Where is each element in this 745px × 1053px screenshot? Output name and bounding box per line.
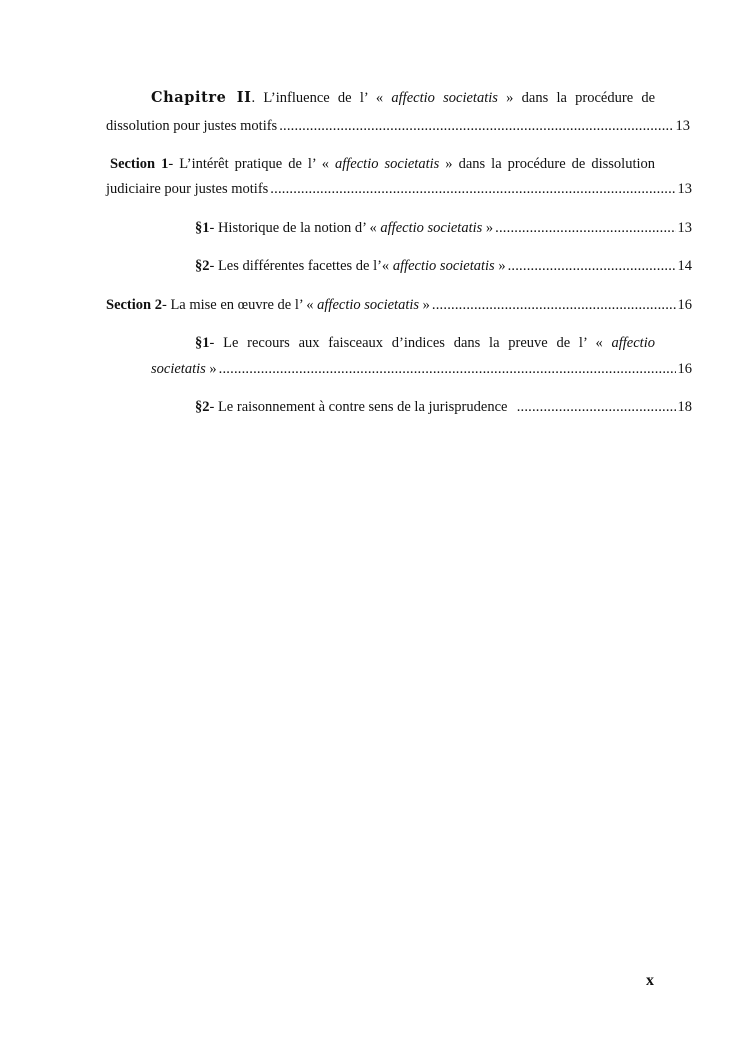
dot-leader <box>279 117 673 135</box>
paragraph-title-italic: affectio <box>611 335 655 351</box>
section-label: Section 2 <box>106 297 162 313</box>
paragraph-title-italic: affectio societatis <box>392 258 495 274</box>
paragraph-label: §2 <box>195 399 210 415</box>
section-title-post: » dans la procédure de dissolution <box>445 156 656 172</box>
paragraph-title-post: » <box>485 220 494 236</box>
page-number: 13 <box>677 181 692 197</box>
page-number: 13 <box>675 118 690 134</box>
section-title-italic: affectio societatis <box>317 297 420 313</box>
chapter-title-pre: L’influence de <box>263 90 352 106</box>
section-title-pre: - L’intérêt pratique de l’ « <box>168 156 329 172</box>
toc-entry-chapter2-line2 <box>106 117 690 135</box>
page-number: 16 <box>677 297 692 313</box>
paragraph-label: §1 <box>195 335 210 351</box>
toc-entry-s2p1-line2 <box>151 360 692 378</box>
dot-leader <box>270 180 675 198</box>
paragraph-title-line2-italic: societatis <box>151 361 206 377</box>
paragraph-title-italic: affectio societatis <box>380 220 483 236</box>
footer-page-number: x <box>646 972 654 989</box>
paragraph-label: §1 <box>195 220 210 236</box>
chapter-label: Chapitre II <box>151 89 252 106</box>
chapter-title-line2: dissolution pour justes motifs <box>106 118 278 134</box>
dot-leader <box>432 296 676 314</box>
paragraph-title-pre: - Les différentes facettes de l’« <box>209 258 390 274</box>
toc-entry-section1-line1 <box>110 155 655 173</box>
paragraph-title-pre: - Le raisonnement à contre sens de la jurisprudence <box>209 399 508 415</box>
page-number: 16 <box>677 361 692 377</box>
paragraph-label: §2 <box>195 258 210 274</box>
section-label: Section 1 <box>110 156 169 172</box>
paragraph-title-pre: - Le recours aux faisceaux d’indices dans la preuve de l’ « <box>209 335 603 351</box>
toc-entry-s2p1-line1 <box>195 334 655 352</box>
chapter-dot: . <box>251 90 256 106</box>
page-number: 18 <box>677 399 692 415</box>
page-number: 13 <box>677 220 692 236</box>
page-number: 14 <box>677 258 692 274</box>
toc-entry-chapter2-line1 <box>151 89 655 107</box>
dot-leader <box>508 257 676 275</box>
paragraph-title-pre: - Historique de la notion d’ « <box>209 220 377 236</box>
toc-entry-s1p2 <box>195 257 692 275</box>
paragraph-title-line2-post: » <box>209 361 217 377</box>
section-title-line2: judiciaire pour justes motifs <box>106 181 269 197</box>
section-title-pre: - La mise en œuvre de l’ « <box>161 297 314 313</box>
paragraph-title-post: » <box>498 258 506 274</box>
section-title-post: » <box>422 297 430 313</box>
chapter-title-italic: affectio societatis <box>391 90 498 106</box>
toc-entry-section2 <box>106 296 692 314</box>
toc-entry-s1p1 <box>195 219 692 237</box>
section-title-italic: affectio societatis <box>334 156 440 172</box>
chapter-title-pre2: l’ « <box>359 90 384 106</box>
dot-leader <box>517 398 676 416</box>
dot-leader <box>495 219 675 237</box>
toc-entry-s2p2 <box>195 398 692 416</box>
chapter-title-post: » dans la procédure de <box>506 90 656 106</box>
toc-entry-section1-line2 <box>106 180 692 198</box>
dot-leader <box>219 360 676 378</box>
